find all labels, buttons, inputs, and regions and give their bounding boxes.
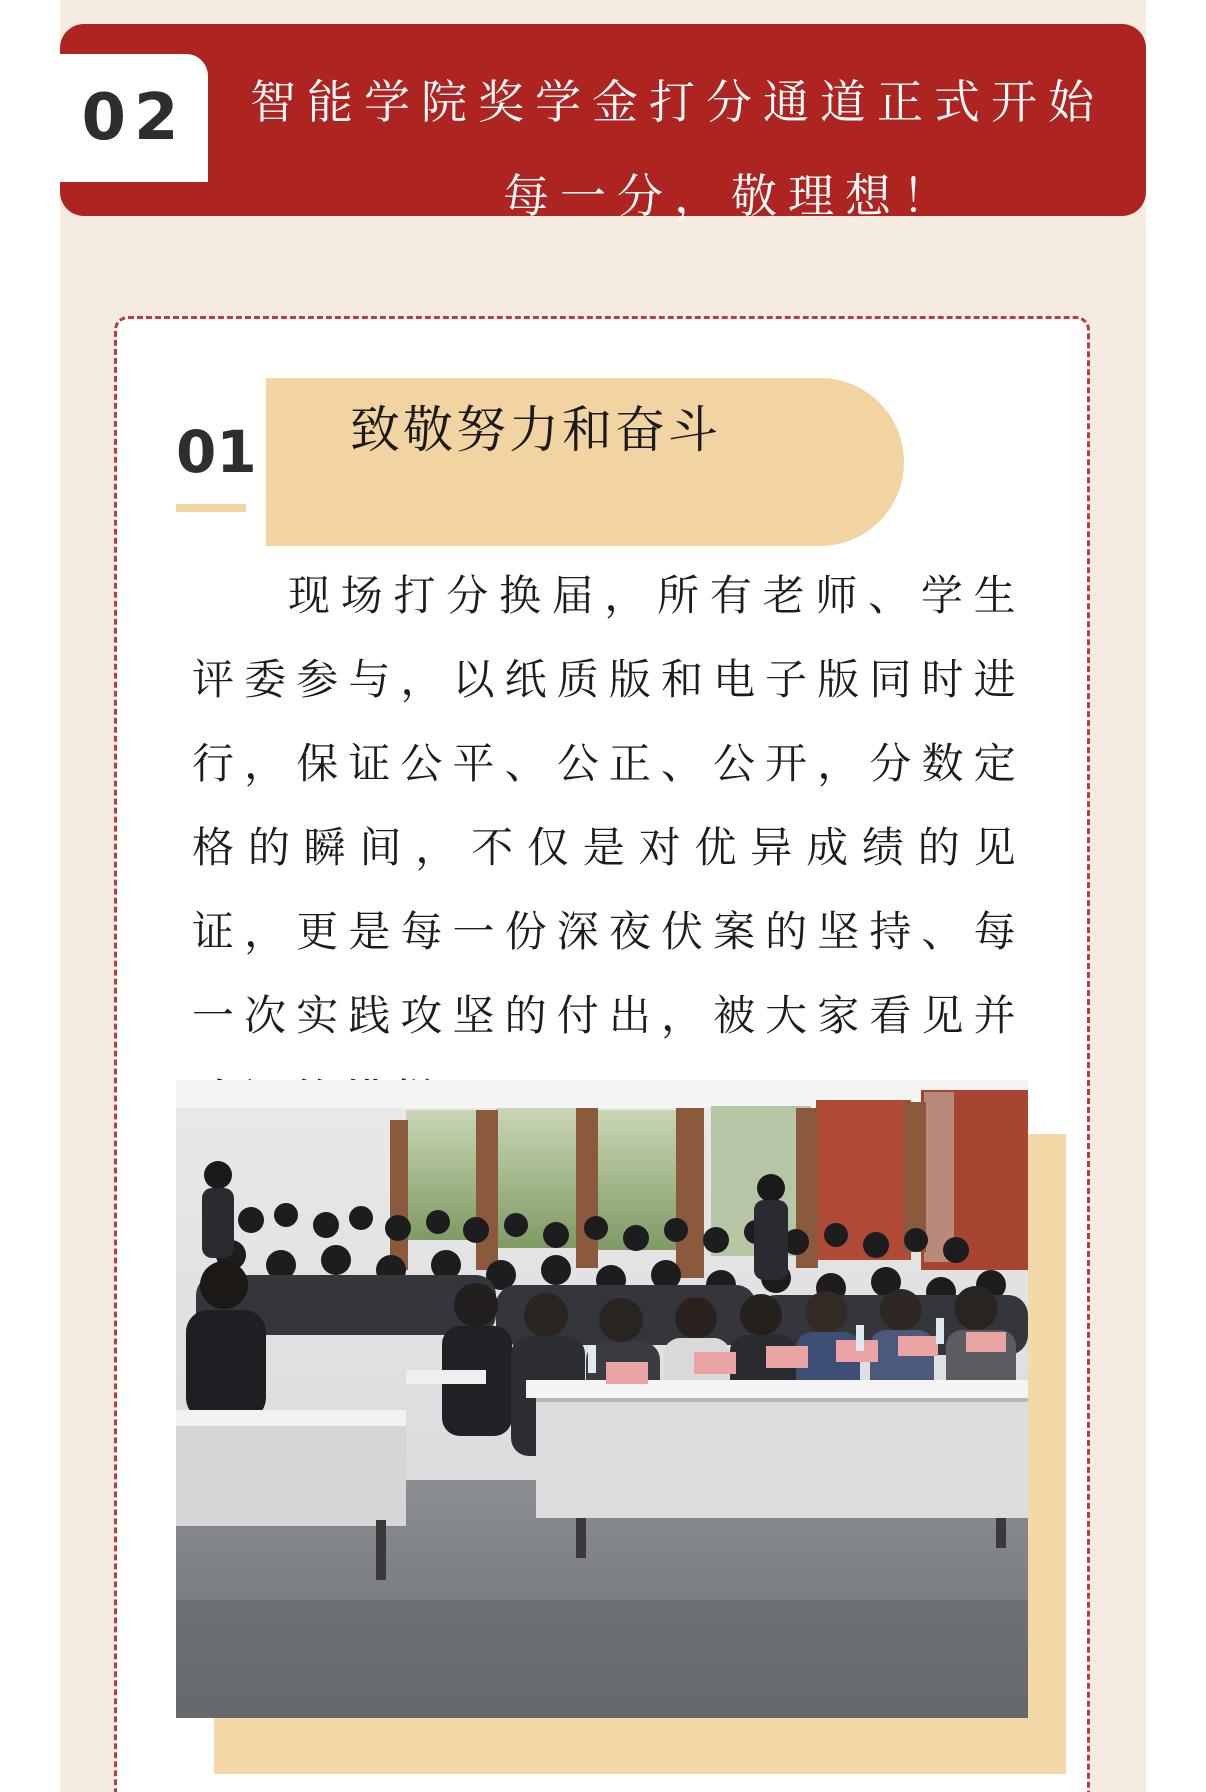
body-paragraph: 现场打分换届，所有老师、学生评委参与，以纸质版和电子版同时进行，保证公平、公正、公开，分数定格的瞬间，不仅是对优异成绩的见证，更是每一份深夜伏案的坚持、每一次实践攻坚的付出，被大家看见并 bbox=[192, 571, 1024, 1040]
subsection-number-underline bbox=[176, 504, 246, 512]
section-banner bbox=[60, 24, 1146, 223]
section-number-box bbox=[60, 54, 208, 182]
banner-title: 智能学院奖学金打分通道正式开始 bbox=[250, 75, 1105, 129]
classroom-photo bbox=[176, 1080, 1028, 1718]
subsection-heading: 致敬努力和奋斗 bbox=[350, 401, 721, 459]
section-number: 02 bbox=[81, 81, 187, 155]
banner-subtitle: 每一分，敬理想！ bbox=[503, 169, 959, 223]
subsection-number: 01 bbox=[176, 418, 257, 486]
